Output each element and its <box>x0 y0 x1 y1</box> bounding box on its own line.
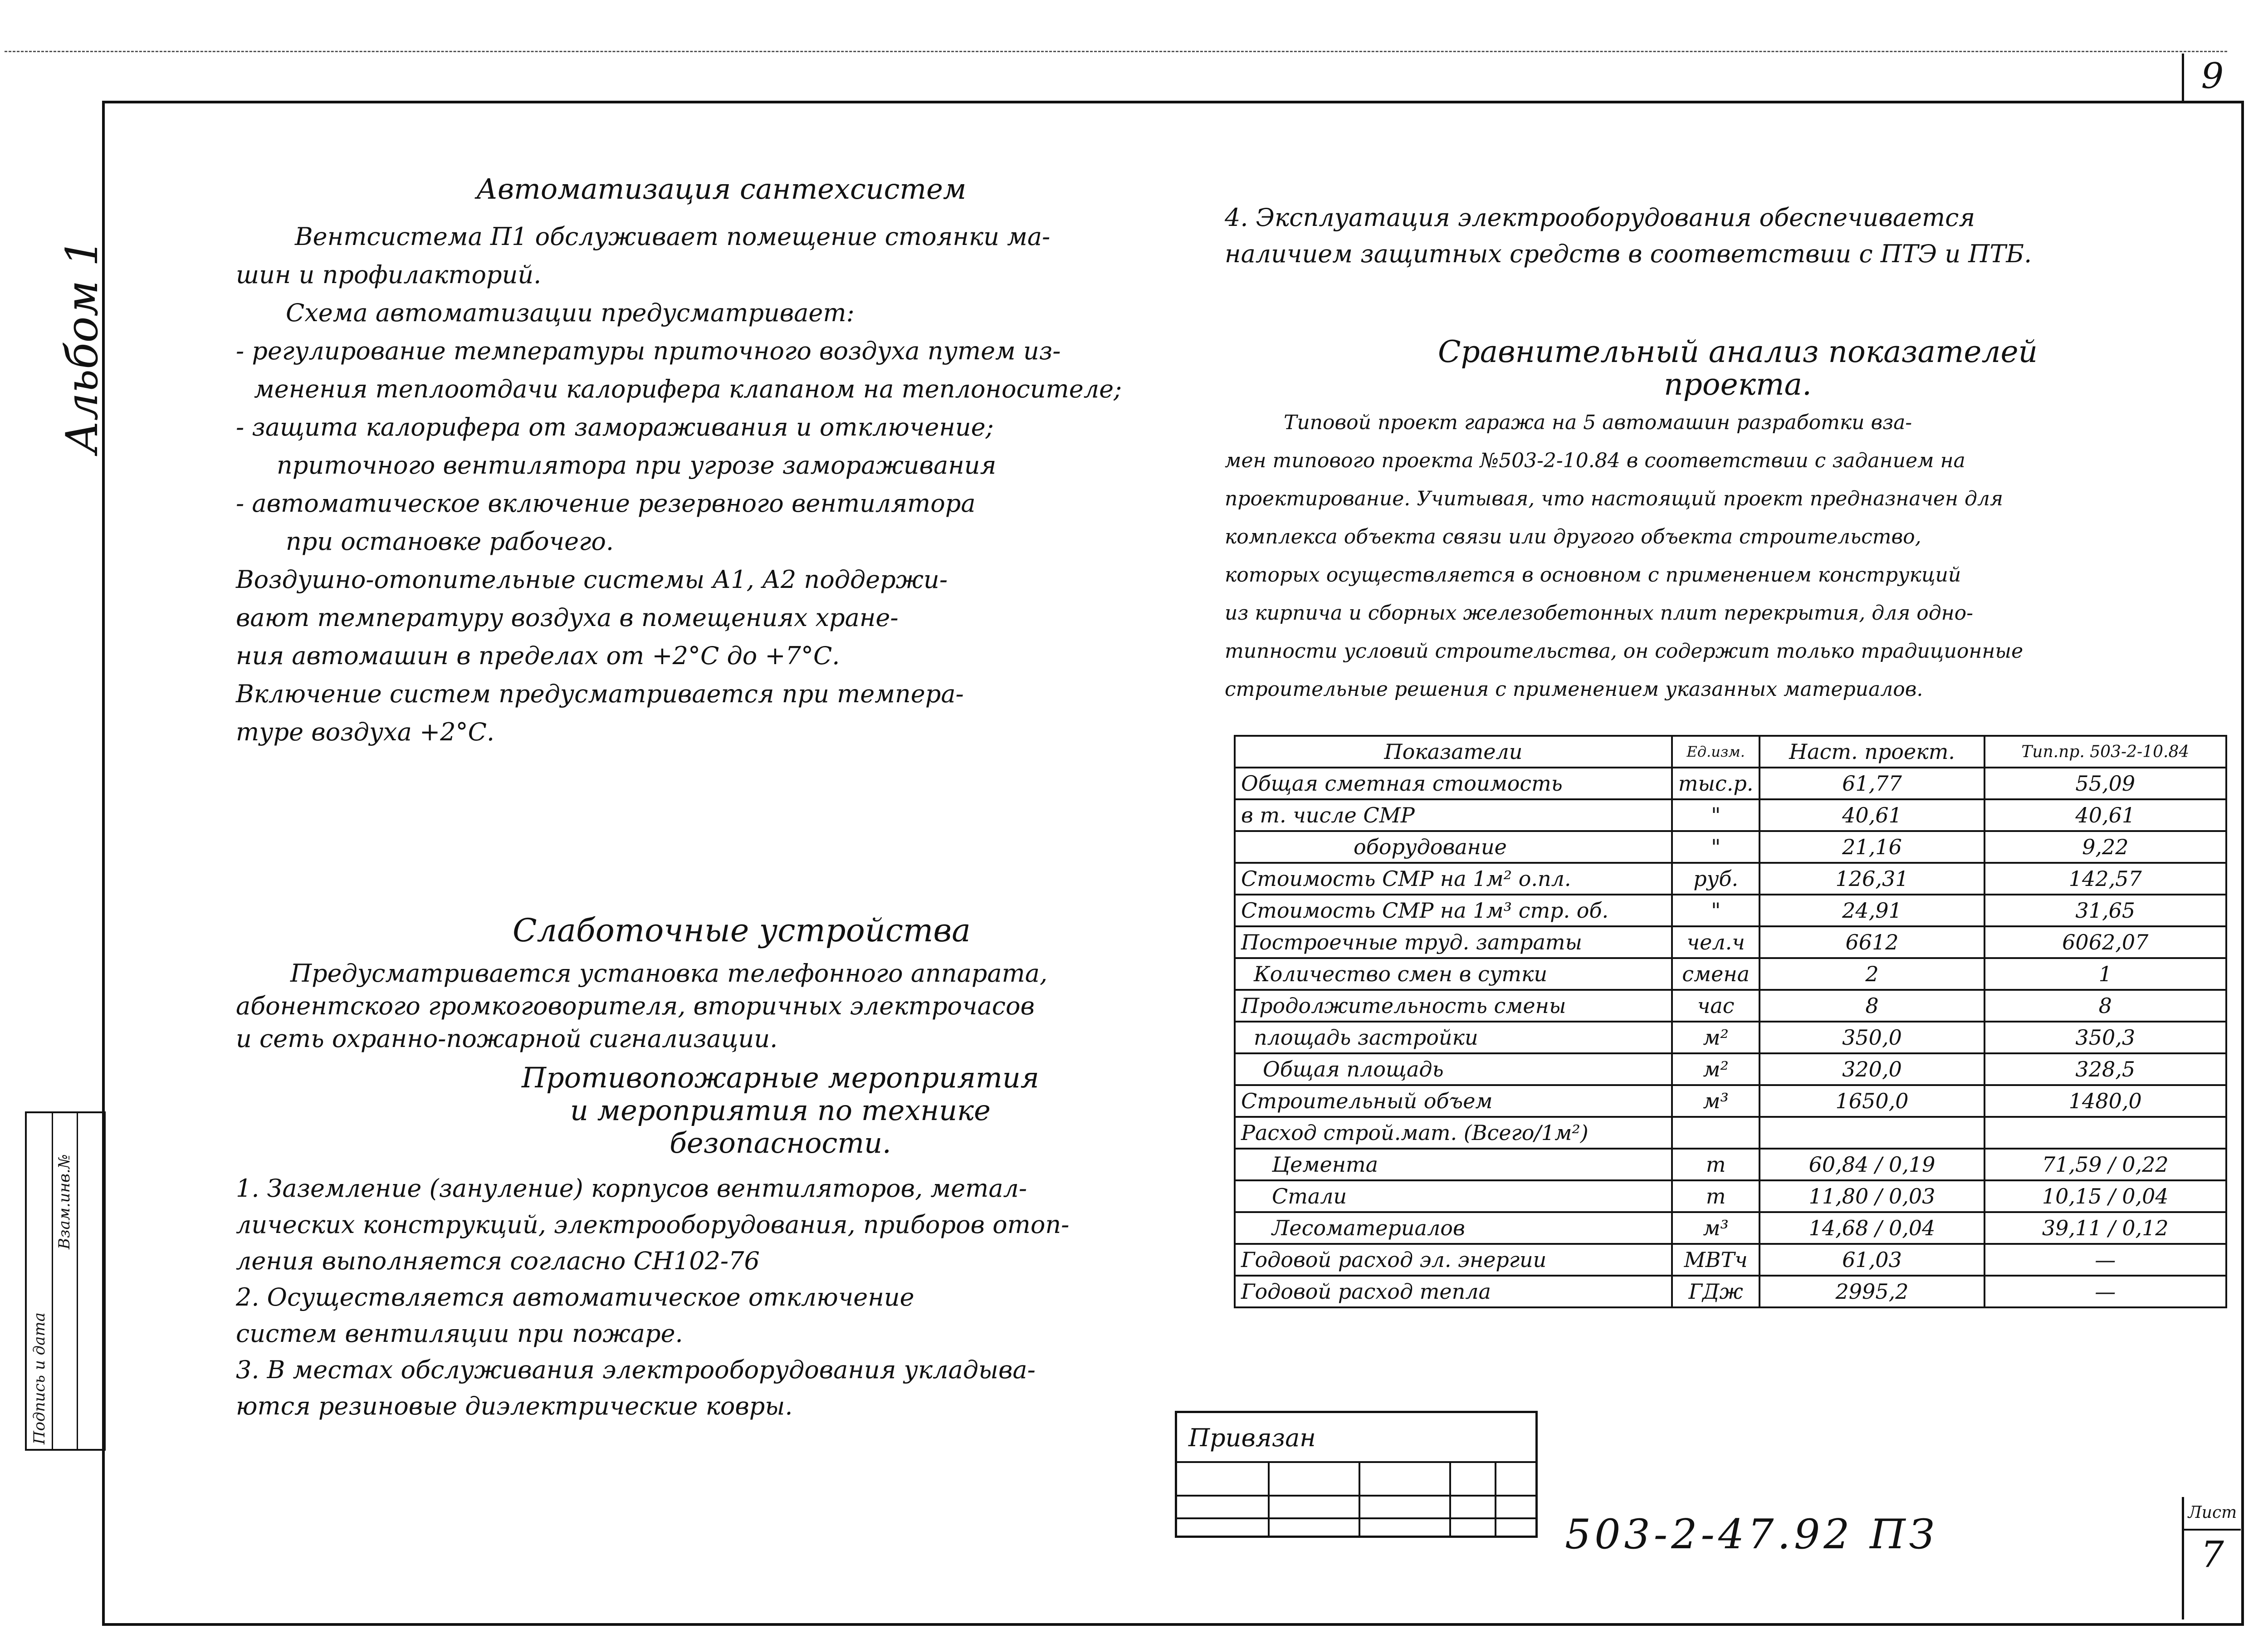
table-cell: 61,03 <box>1760 1244 1984 1276</box>
table-row <box>1235 926 2226 958</box>
text-line: Схема автоматизации предусматривает: <box>286 298 855 327</box>
table-cell: в т. числе СМР <box>1235 799 1672 831</box>
heading-line: безопасности. <box>670 1126 891 1159</box>
text-line: 2. Осуществляется автоматическое отключение <box>236 1283 914 1311</box>
table-cell: 8 <box>1760 990 1984 1022</box>
fire-safety-heading <box>522 1062 1039 1159</box>
text-line: строительные решения с применением указанных материалов. <box>1225 678 1923 701</box>
stamp-col-line <box>1268 1463 1270 1536</box>
album-label: Альбом 1 <box>57 239 108 454</box>
table-cell: 350,0 <box>1760 1022 1984 1053</box>
table-cell: м² <box>1672 1053 1760 1085</box>
text-line: наличием защитных средств в соответствии с ПТЭ и ПТБ. <box>1225 240 2032 268</box>
table-row <box>1235 1022 2226 1053</box>
table-cell: 14,68 / 0,04 <box>1760 1212 1984 1244</box>
table-cell: Построечные труд. затраты <box>1235 926 1672 958</box>
table-cell: 8 <box>1984 990 2226 1022</box>
heading-line: Сравнительный анализ показателей <box>1438 334 2038 369</box>
binding-stamp <box>1175 1411 1538 1538</box>
text-line: шин и профилакторий. <box>236 260 542 289</box>
text-line: Типовой проект гаража на 5 автомашин разработки вза- <box>1284 411 1912 434</box>
table-cell: Цемента <box>1235 1149 1672 1180</box>
fire-safety-text <box>236 1170 1188 1424</box>
stamp-col-line <box>1449 1463 1451 1536</box>
text-line: Включение систем предусматривается при темпера- <box>236 680 964 708</box>
table-row <box>1235 1212 2226 1244</box>
side-stamp-column <box>27 1113 53 1449</box>
document-code: 503-2-47.92 ПЗ <box>1565 1511 1938 1558</box>
text-line: менения теплоотдачи калорифера клапаном на теплоносителе; <box>254 375 1122 403</box>
table-cell: Строительный объем <box>1235 1085 1672 1117</box>
table-header-row <box>1235 736 2226 768</box>
heading-line: проекта. <box>1664 367 1812 402</box>
analysis-heading <box>1438 336 2038 401</box>
text-line: комплекса объекта связи или другого объекта строительство, <box>1225 525 1921 548</box>
indicators-table <box>1234 735 2227 1308</box>
table-row <box>1235 990 2226 1022</box>
table-cell: м³ <box>1672 1212 1760 1244</box>
stamp-col-line <box>1495 1463 1496 1536</box>
table-cell: Количество смен в сутки <box>1235 958 1672 990</box>
table-cell: 350,3 <box>1984 1022 2226 1053</box>
text-line: ления выполняется согласно СН102-76 <box>236 1247 760 1275</box>
text-line: и сеть охранно-пожарной сигнализации. <box>236 1024 778 1053</box>
table-cell: 60,84 / 0,19 <box>1760 1149 1984 1180</box>
table-cell: смена <box>1672 958 1760 990</box>
table-cell: 40,61 <box>1984 799 2226 831</box>
table-cell: Лесоматериалов <box>1235 1212 1672 1244</box>
table-cell: 11,80 / 0,03 <box>1760 1180 1984 1212</box>
sheet-number: 7 <box>2201 1533 2224 1575</box>
column-header: Тип.пр. 503-2-10.84 <box>1984 736 2226 768</box>
table-cell: тыс.р. <box>1672 768 1760 799</box>
table-cell: 1 <box>1984 958 2226 990</box>
text-line: 4. Эксплуатация электрооборудования обеспечивается <box>1225 203 1975 232</box>
table-row <box>1235 831 2226 863</box>
table-cell: 40,61 <box>1760 799 1984 831</box>
text-line: 1. Заземление (зануление) корпусов вентиляторов, метал- <box>236 1174 1027 1203</box>
table-cell <box>1672 1117 1760 1149</box>
text-line: - регулирование температуры приточного воздуха путем из- <box>236 337 1061 365</box>
table-cell: Годовой расход эл. энергии <box>1235 1244 1672 1276</box>
column-header: Ед.изм. <box>1672 736 1760 768</box>
table-cell: 55,09 <box>1984 768 2226 799</box>
table-row <box>1235 1244 2226 1276</box>
table-cell: 328,5 <box>1984 1053 2226 1085</box>
table-cell: 61,77 <box>1760 768 1984 799</box>
table-row <box>1235 1117 2226 1149</box>
table-cell: оборудование <box>1235 831 1672 863</box>
stamp-label: Привязан <box>1177 1413 1535 1463</box>
sheet-label: Лист <box>2184 1497 2241 1531</box>
column-header: Наст. проект. <box>1760 736 1984 768</box>
side-stamp-column <box>52 1113 78 1449</box>
table-cell: 39,11 / 0,12 <box>1984 1212 2226 1244</box>
table-row <box>1235 1276 2226 1307</box>
table-row <box>1235 1149 2226 1180</box>
lowcurrent-heading: Слаботочные устройства <box>513 912 971 949</box>
text-line: типности условий строительства, он содержит только традиционные <box>1225 640 2024 663</box>
text-line: Вентсистема П1 обслуживает помещение стоянки ма- <box>295 222 1051 251</box>
table-cell: " <box>1672 831 1760 863</box>
text-line: мен типового проекта №503-2-10.84 в соответствии с заданием на <box>1225 449 1965 472</box>
text-line: лических конструкций, электрооборудования, приборов отоп- <box>236 1210 1070 1239</box>
column-header: Показатели <box>1235 736 1672 768</box>
table-row <box>1235 1085 2226 1117</box>
table-cell: 24,91 <box>1760 895 1984 926</box>
table-cell: " <box>1672 799 1760 831</box>
text-line: ния автомашин в пределах от +2°С до +7°С. <box>236 641 840 670</box>
table-cell: Общая площадь <box>1235 1053 1672 1085</box>
table-row <box>1235 1053 2226 1085</box>
text-line: абонентского громкоговорителя, вторичных электрочасов <box>236 992 1035 1020</box>
text-line: - автоматическое включение резервного вентилятора <box>236 489 976 518</box>
text-line: систем вентиляции при пожаре. <box>236 1319 683 1348</box>
table-row <box>1235 768 2226 799</box>
table-row <box>1235 1180 2226 1212</box>
heading-line: Противопожарные мероприятия <box>522 1061 1039 1094</box>
stamp-col-line <box>1359 1463 1360 1536</box>
heading-line: и мероприятия по технике <box>570 1094 991 1127</box>
table-cell: 10,15 / 0,04 <box>1984 1180 2226 1212</box>
table-cell: 2995,2 <box>1760 1276 1984 1307</box>
lowcurrent-text <box>236 957 1188 1055</box>
table-cell: Стоимость СМР на 1м³ стр. об. <box>1235 895 1672 926</box>
automation-heading: Автоматизация сантехсистем <box>476 172 967 205</box>
table-cell: 21,16 <box>1760 831 1984 863</box>
table-cell: м² <box>1672 1022 1760 1053</box>
table-cell: руб. <box>1672 863 1760 895</box>
table-row <box>1235 863 2226 895</box>
table-cell: чел.ч <box>1672 926 1760 958</box>
table-cell: 2 <box>1760 958 1984 990</box>
analysis-text <box>1225 404 2200 709</box>
side-stamp-strip <box>25 1111 106 1451</box>
text-line: приточного вентилятора при угрозе замораживания <box>277 451 997 479</box>
table-cell: МВТч <box>1672 1244 1760 1276</box>
table-row <box>1235 895 2226 926</box>
table-cell: т <box>1672 1149 1760 1180</box>
table-cell: 320,0 <box>1760 1053 1984 1085</box>
text-line: ются резиновые диэлектрические ковры. <box>236 1392 793 1420</box>
top-margin-line <box>5 51 2227 52</box>
table-cell: 1650,0 <box>1760 1085 1984 1117</box>
table-cell: — <box>1984 1276 2226 1307</box>
table-cell: Годовой расход тепла <box>1235 1276 1672 1307</box>
text-line: вают температуру воздуха в помещениях хране- <box>236 603 899 632</box>
text-line: при остановке рабочего. <box>286 527 614 556</box>
item4-text <box>1225 200 2200 272</box>
text-line: 3. В местах обслуживания электрооборудования укладыва- <box>236 1355 1036 1384</box>
table-cell: площадь застройки <box>1235 1022 1672 1053</box>
table-cell: Общая сметная стоимость <box>1235 768 1672 799</box>
text-line: проектирование. Учитывая, что настоящий проект предназначен для <box>1225 487 2003 510</box>
table-cell: 9,22 <box>1984 831 2226 863</box>
table-cell: 31,65 <box>1984 895 2226 926</box>
text-line: Предусматривается установка телефонного аппарата, <box>290 959 1048 988</box>
text-line: - защита калорифера от замораживания и отключение; <box>236 413 994 441</box>
table-cell: Стали <box>1235 1180 1672 1212</box>
text-line: из кирпича и сборных железобетонных плит перекрытия, для одно- <box>1225 602 1973 625</box>
text-line: которых осуществляется в основном с применением конструкций <box>1225 563 1961 587</box>
table-cell: час <box>1672 990 1760 1022</box>
table-cell: 6612 <box>1760 926 1984 958</box>
text-line: туре воздуха +2°С. <box>236 718 495 746</box>
automation-text <box>236 218 1188 751</box>
table-cell: ГДж <box>1672 1276 1760 1307</box>
table-row <box>1235 958 2226 990</box>
stamp-row-line <box>1177 1495 1535 1497</box>
page-number: 9 <box>2182 54 2241 103</box>
table-cell: 1480,0 <box>1984 1085 2226 1117</box>
table-cell: 142,57 <box>1984 863 2226 895</box>
table-row <box>1235 799 2226 831</box>
sheet-number-box <box>2182 1497 2241 1619</box>
table-cell: 126,31 <box>1760 863 1984 895</box>
table-cell: 6062,07 <box>1984 926 2226 958</box>
stamp-row-line <box>1177 1517 1535 1519</box>
table-cell: Продолжительность смены <box>1235 990 1672 1022</box>
table-cell <box>1760 1117 1984 1149</box>
table-cell: т <box>1672 1180 1760 1212</box>
side-stamp-label: Взам.инв.№ <box>55 1154 73 1249</box>
text-line: Воздушно-отопительные системы А1, А2 поддержи- <box>236 565 948 594</box>
table-cell: — <box>1984 1244 2226 1276</box>
table-cell: Расход строй.мат. (Всего/1м²) <box>1235 1117 1672 1149</box>
side-stamp-label: Подпись и дата <box>30 1312 49 1444</box>
table-cell: Стоимость СМР на 1м² о.пл. <box>1235 863 1672 895</box>
table-cell: 71,59 / 0,22 <box>1984 1149 2226 1180</box>
table-cell: м³ <box>1672 1085 1760 1117</box>
table-cell <box>1984 1117 2226 1149</box>
table-cell: " <box>1672 895 1760 926</box>
